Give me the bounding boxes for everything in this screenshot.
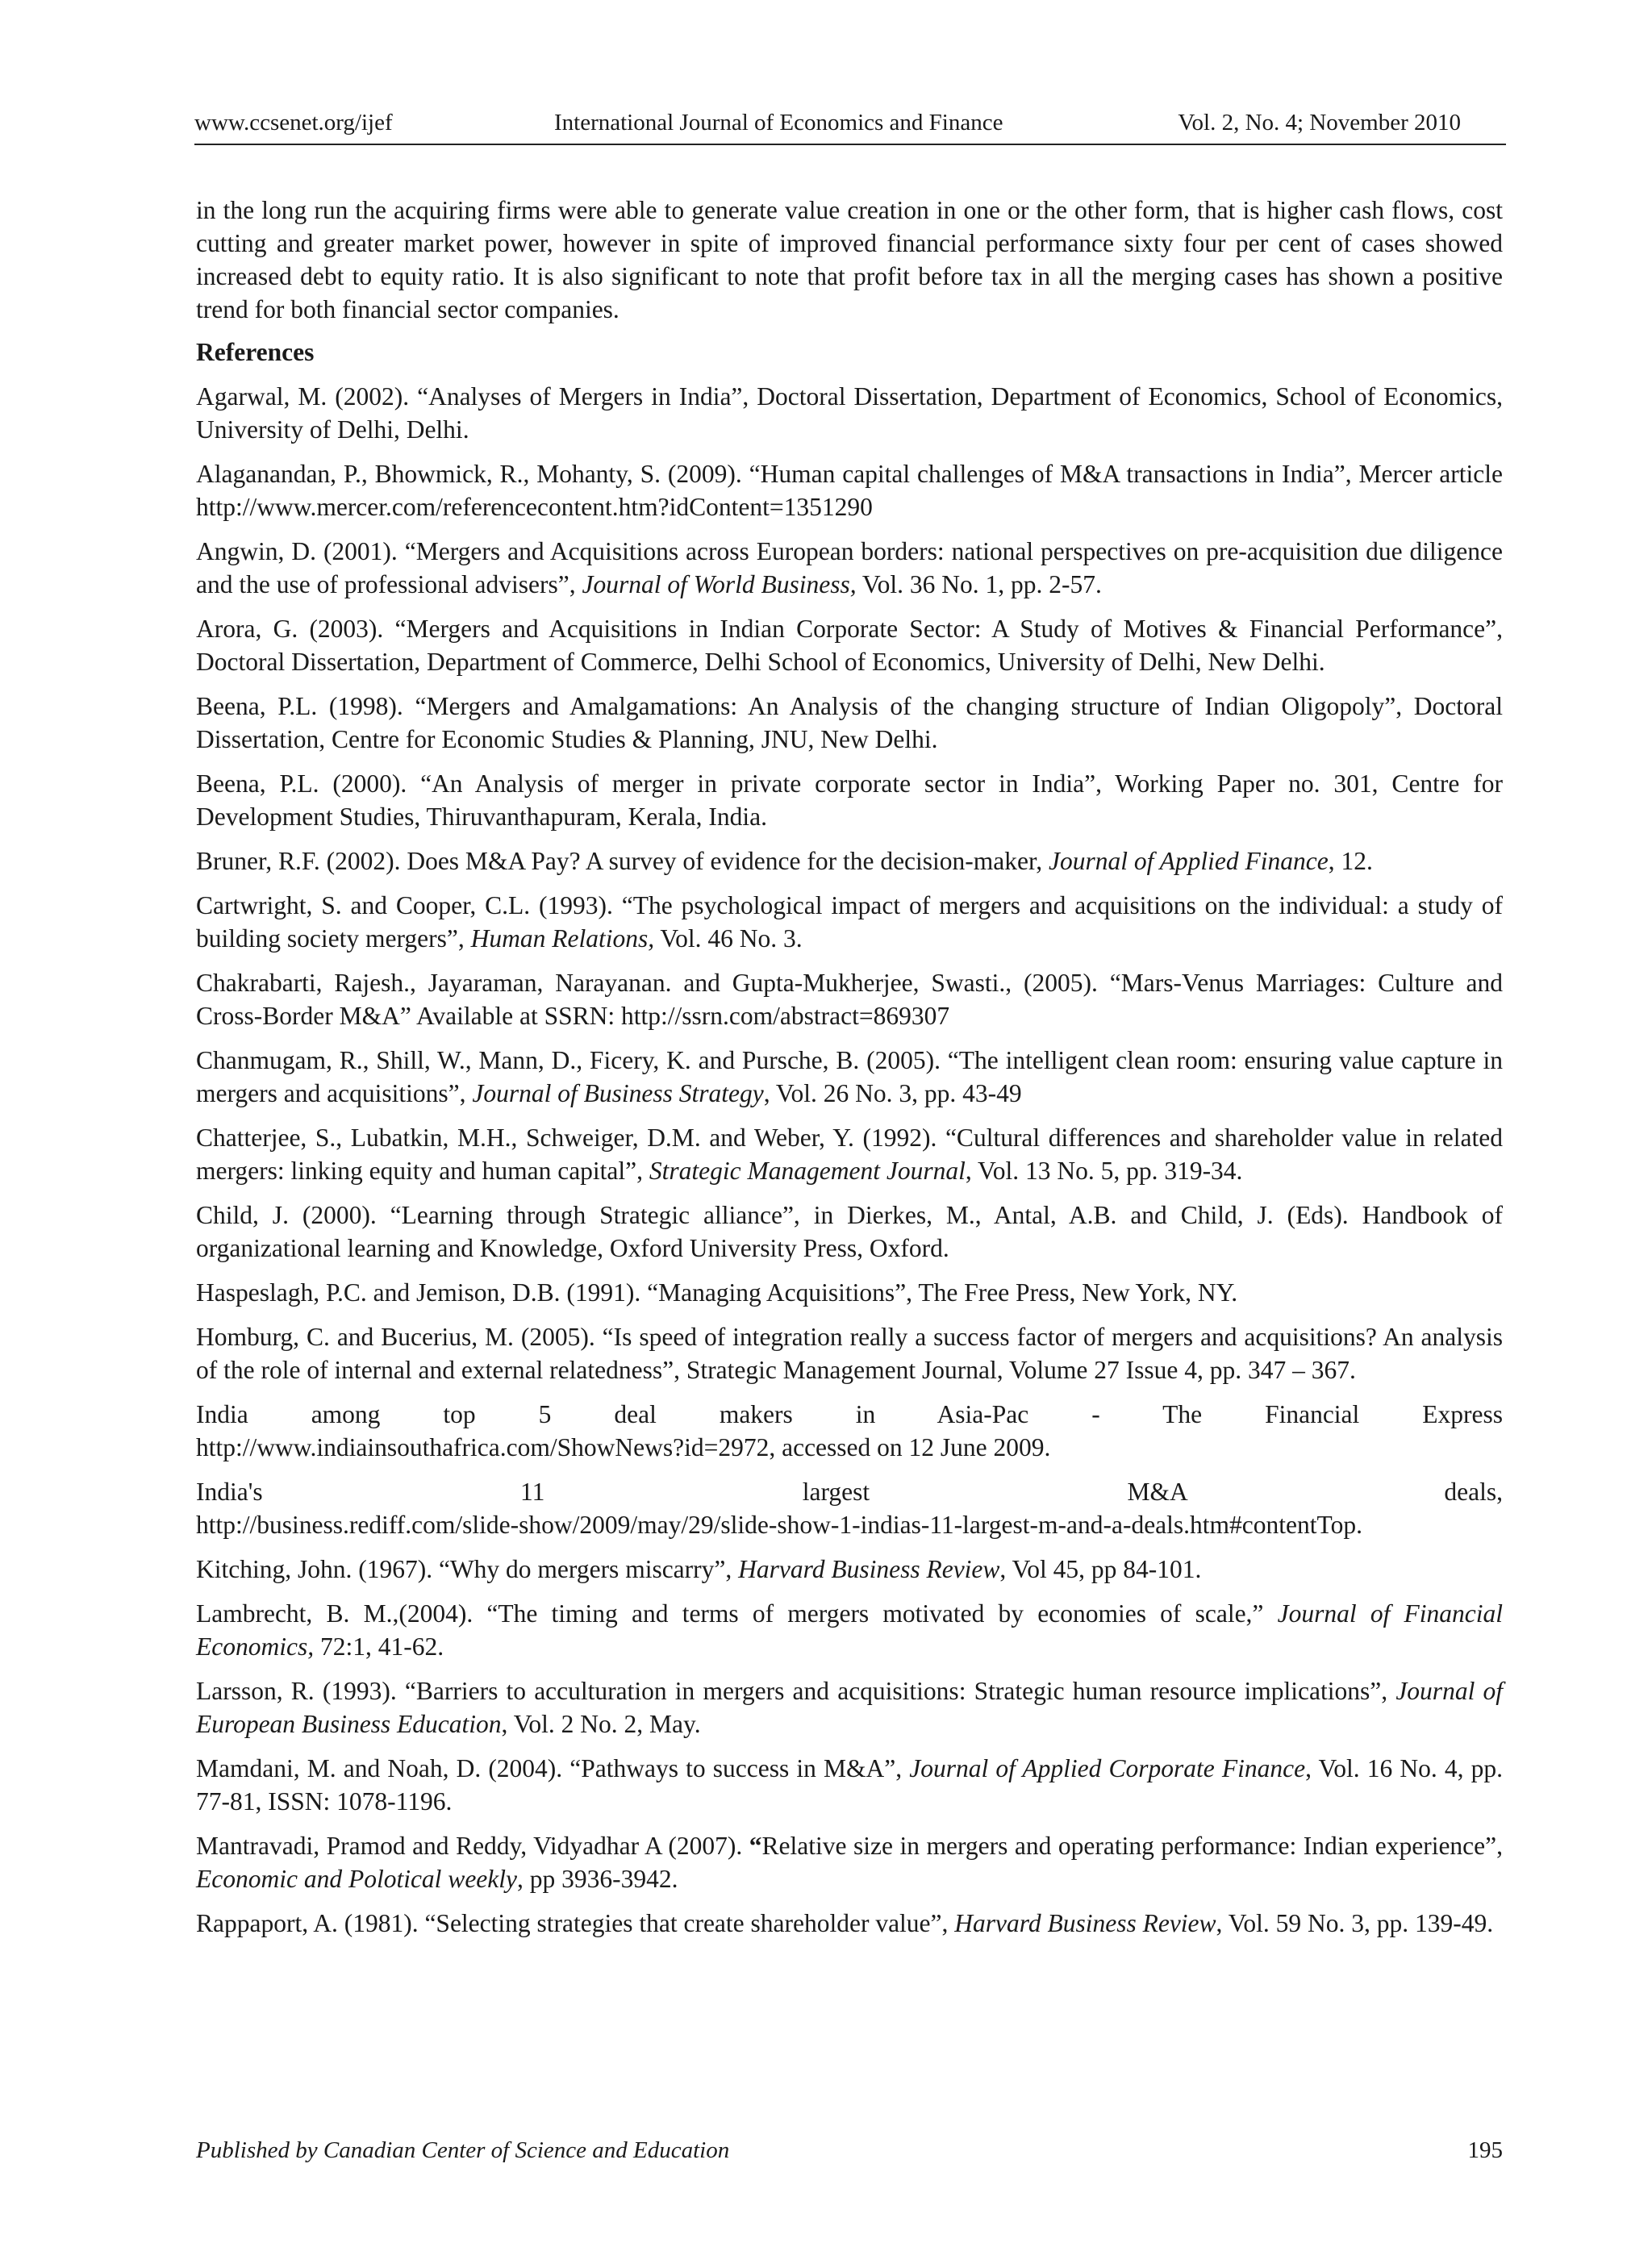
reference-larsson: Larsson, R. (1993). “Barriers to acculturation in mergers and acquisitions: Strategic human resource implications”, Journal of European Business Education, Vol. 2 No. 2, May. xyxy=(196,1677,1504,1738)
reference-mantravadi: Mantravadi, Pramod and Reddy, Vidyadhar A (2007). “Relative size in mergers and operating performance: Indian experience”, Economic and Polotical weekly, pp 3936-3942. xyxy=(196,1832,1503,1893)
reference-rappaport: Rappaport, A. (1981). “Selecting strategies that create shareholder value”, Harvard Business Review, Vol. 59 No. 3, pp. 139-49. xyxy=(196,1909,1494,1937)
reference-india-11-largest: India's 11 largest M&A deals, http://business.rediff.com/slide-show/2009/may/29/slide-show-1-indias-11-largest-m-and-a-deals.htm#contentTop. xyxy=(196,1478,1503,1539)
reference-child: Child, J. (2000). “Learning through Strategic alliance”, in Dierkes, M., Antal, A.B. and Child, J. (Eds). Handbook of organizational learning and Knowledge, Oxford University Press, Oxford. xyxy=(196,1201,1503,1262)
reference-kitching: Kitching, John. (1967). “Why do mergers miscarry”, Harvard Business Review, Vol 45, pp 84-101. xyxy=(196,1555,1202,1583)
reference-india-among-top-5: India among top 5 deal makers in Asia-Pac - The Financial Express http://www.indiainsouthafrica.com/ShowNews?id=2972, accessed on 12 June 2009. xyxy=(196,1400,1503,1461)
reference-cartwright: Cartwright, S. and Cooper, C.L. (1993). “The psychological impact of mergers and acquisitions on the individual: a study of building society mergers”, Human Relations, Vol. 46 No. 3. xyxy=(196,891,1503,953)
page-body xyxy=(196,194,1503,1951)
reference-alaganandan: Alaganandan, P., Bhowmick, R., Mohanty, S. (2009). “Human capital challenges of M&A transactions in India”, Mercer article http://www.mercer.com/referencecontent.htm?idContent=1351290 xyxy=(196,460,1503,521)
reference-lambrecht: Lambrecht, B. M.,(2004). “The timing and terms of mergers motivated by economies of scale,” Journal of Financial Economics, 72:1, 41-62. xyxy=(196,1599,1503,1661)
reference-beena-2000: Beena, P.L. (2000). “An Analysis of merger in private corporate sector in India”, Working Paper no. 301, Centre for Development Studies, Thiruvanthapuram, Kerala, India. xyxy=(196,769,1503,831)
reference-bruner: Bruner, R.F. (2002). Does M&A Pay? A survey of evidence for the decision-maker, Journal of Applied Finance, 12. xyxy=(196,847,1373,875)
reference-agarwal: Agarwal, M. (2002). “Analyses of Mergers in India”, Doctoral Dissertation, Department of Economics, School of Economics, University of Delhi, Delhi. xyxy=(196,382,1503,444)
reference-chanmugam: Chanmugam, R., Shill, W., Mann, D., Ficery, K. and Pursche, B. (2005). “The intelligent clean room: ensuring value capture in mergers and acquisitions”, Journal of Business Strategy, Vol. 26 No. 3, pp. 43-49 xyxy=(196,1046,1503,1107)
references-heading: References xyxy=(196,338,315,366)
footer-publisher: Published by Canadian Center of Science and Education xyxy=(196,2137,730,2163)
reference-mamdani: Mamdani, M. and Noah, D. (2004). “Pathways to success in M&A”, Journal of Applied Corporate Finance, Vol. 16 No. 4, pp. 77-81, ISSN: 1078-1196. xyxy=(196,1754,1503,1816)
header-journal-title: International Journal of Economics and Finance xyxy=(554,110,1003,135)
reference-beena-1998: Beena, P.L. (1998). “Mergers and Amalgamations: An Analysis of the changing structure of Indian Oligopoly”, Doctoral Dissertation, Centre for Economic Studies & Planning, JNU, New Delhi. xyxy=(196,692,1503,753)
reference-chatterjee: Chatterjee, S., Lubatkin, M.H., Schweiger, D.M. and Weber, Y. (1992). “Cultural differences and shareholder value in related mergers: linking equity and human capital”, Strategic Management Journal, Vol. 13 No. 5, pp. 319-34. xyxy=(196,1124,1503,1185)
running-header xyxy=(194,106,1506,145)
reference-homburg: Homburg, C. and Bucerius, M. (2005). “Is speed of integration really a success factor of mergers and acquisitions? An analysis of the role of internal and external relatedness”, Strategic Management Journal, Volume 27 Issue 4, pp. 347 – 367. xyxy=(196,1323,1503,1384)
header-volume: Vol. 2, No. 4; November 2010 xyxy=(1178,110,1461,135)
reference-angwin: Angwin, D. (2001). “Mergers and Acquisitions across European borders: national perspectives on pre-acquisition due diligence and the use of professional advisers”, Journal of World Business, Vol. 36 No. 1, pp. 2-57. xyxy=(196,537,1503,598)
page-number: 195 xyxy=(1467,2137,1503,2163)
reference-arora: Arora, G. (2003). “Mergers and Acquisitions in Indian Corporate Sector: A Study of Motives & Financial Performance”, Doctoral Dissertation, Department of Commerce, Delhi School of Economics, University of Delhi, New Delhi. xyxy=(196,615,1503,676)
intro-paragraph: in the long run the acquiring firms were able to generate value creation in one or the other form, that is higher cash flows, cost cutting and greater market power, however in spite of improved financial performance sixty four per cent of cases showed increased debt to equity ratio. It is also significant to note that profit before tax in all the merging cases has shown a positive trend for both financial sector companies. xyxy=(196,196,1503,323)
header-url[interactable]: www.ccsenet.org/ijef xyxy=(194,110,393,135)
reference-chakrabarti: Chakrabarti, Rajesh., Jayaraman, Narayanan. and Gupta-Mukherjee, Swasti., (2005). “Mars-Venus Marriages: Culture and Cross-Border M&A” Available at SSRN: http://ssrn.com/abstract=869307 xyxy=(196,969,1503,1030)
reference-haspeslagh: Haspeslagh, P.C. and Jemison, D.B. (1991). “Managing Acquisitions”, The Free Press, New York, NY. xyxy=(196,1278,1238,1307)
